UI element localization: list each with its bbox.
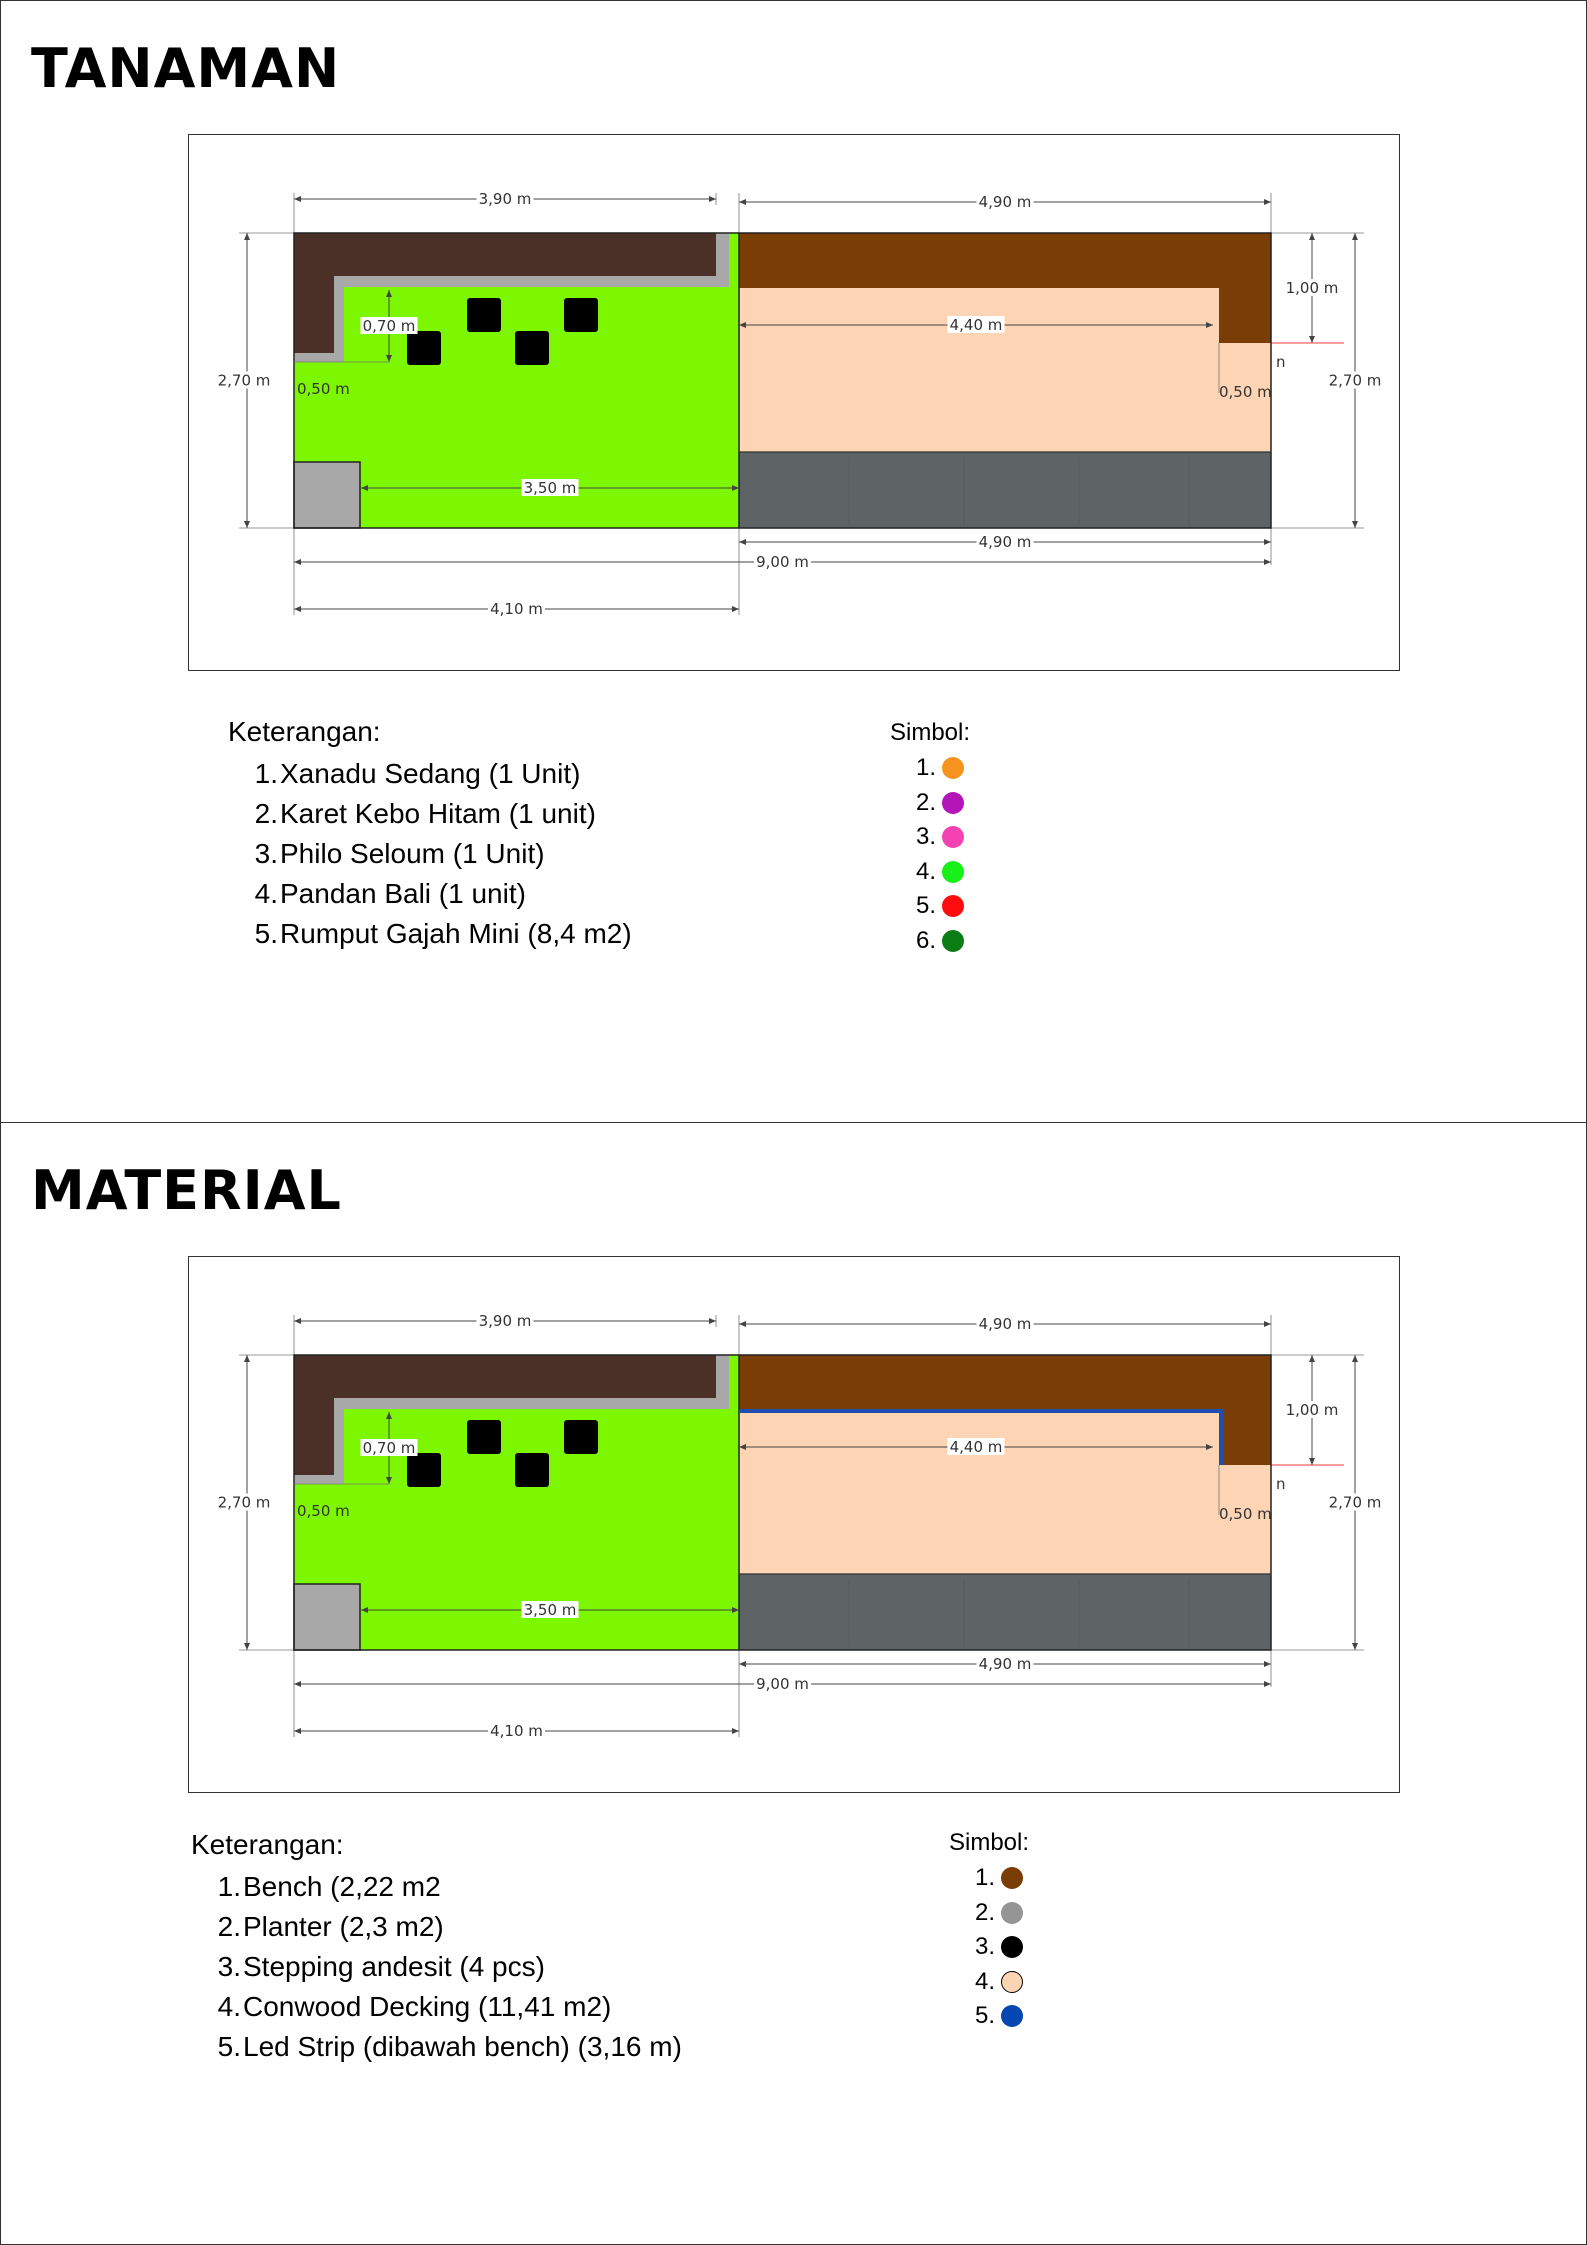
arrowhead: [709, 196, 716, 202]
legend-item: [250, 914, 632, 954]
symbol-item-number: 4.: [915, 857, 936, 885]
dim-grass-width: 3,50 m: [523, 479, 577, 497]
dim-inner-left: 0,50 m: [297, 380, 350, 398]
arrowhead: [294, 559, 301, 565]
arrowhead: [244, 1643, 250, 1650]
symbol-legend: [949, 1829, 1029, 2034]
arrowhead: [1264, 539, 1271, 545]
arrowhead: [244, 1355, 250, 1362]
arrowhead: [1309, 233, 1315, 240]
arrowhead: [1352, 1355, 1358, 1362]
legend-item-number: 3.: [254, 838, 278, 869]
legend-list: [191, 1867, 682, 2067]
legend-item: [213, 1907, 682, 1947]
legend-item-number: 1.: [254, 758, 278, 789]
arrowhead: [1264, 1321, 1271, 1327]
symbol-item: [969, 1930, 1029, 1965]
legend-item-label: Pandan Bali (1 unit): [280, 878, 526, 909]
dim-bottom-left: 4,10 m: [490, 600, 543, 618]
symbol-item-number: 4.: [974, 1967, 995, 1995]
legend-item-label: Bench (2,22 m2: [243, 1871, 441, 1902]
stepping-stone: [467, 298, 501, 332]
arrowhead: [1264, 1681, 1271, 1687]
legend-item-number: 3.: [217, 1951, 241, 1982]
dim-inner-left: 0,50 m: [297, 1502, 350, 1520]
stepping-stone: [467, 1420, 501, 1454]
arrowhead: [294, 1728, 301, 1734]
arrowhead: [1352, 1643, 1358, 1650]
legend-list: [228, 754, 632, 954]
dim-total: 9,00 m: [756, 1675, 809, 1693]
arrowhead: [1264, 559, 1271, 565]
stepping-stone: [564, 1420, 598, 1454]
dim-left: 2,70 m: [217, 1493, 271, 1512]
legend-item-number: 2.: [217, 1911, 241, 1942]
legend-item-number: 1.: [217, 1871, 241, 1902]
arrowhead: [244, 521, 250, 528]
dim-bottom-right: 4,90 m: [978, 533, 1032, 551]
symbol-item-number: 1.: [915, 754, 936, 781]
symbol-dot-icon: [1001, 1867, 1023, 1889]
symbol-dot-icon: [942, 792, 964, 814]
site-plan-frame: [188, 1256, 1400, 1793]
arrowhead: [1309, 336, 1315, 343]
legend-keterangan: [228, 716, 632, 954]
dim-inner-right: 0,50 m: [1219, 383, 1272, 401]
symbol-dot-icon: [1001, 2005, 1023, 2027]
arrowhead: [1264, 1661, 1271, 1667]
dim-deck-width: 4,40 m: [949, 1438, 1003, 1456]
symbol-legend: [890, 719, 970, 958]
symbol-item: [910, 855, 970, 890]
planter-box: [294, 462, 360, 528]
symbol-list: [949, 1861, 1029, 2034]
symbol-list: [890, 751, 970, 958]
arrowhead: [732, 1728, 739, 1734]
symbol-item-number: 6.: [915, 926, 936, 954]
symbol-item-number: 5.: [974, 2002, 995, 2029]
planter-box: [294, 1584, 360, 1650]
red-marker-label: n: [1276, 1475, 1286, 1493]
stepping-stone: [564, 298, 598, 332]
legend-item-number: 2.: [254, 798, 278, 829]
paving-area: [739, 1574, 1271, 1650]
dim-bottom-right: 4,90 m: [978, 1655, 1032, 1673]
arrowhead: [739, 1661, 746, 1667]
symbol-dot-icon: [942, 757, 964, 779]
legend-item: [250, 834, 632, 874]
symbol-item-number: 2.: [915, 788, 936, 816]
legend-keterangan: [191, 1829, 682, 2067]
symbol-item-number: 5.: [915, 892, 936, 919]
legend-item-label: Stepping andesit (4 pcs): [243, 1951, 545, 1982]
deck-area: [739, 1410, 1271, 1574]
dim-top-right: 4,90 m: [978, 1315, 1032, 1333]
symbol-dot-icon: [942, 930, 964, 952]
site-plan-frame: [188, 134, 1400, 671]
red-marker-label: n: [1276, 353, 1286, 371]
legend-item-label: Rumput Gajah Mini (8,4 m2): [280, 918, 632, 949]
arrowhead: [1352, 521, 1358, 528]
stepping-stone: [407, 331, 441, 365]
dim-top-right: 4,90 m: [978, 193, 1032, 211]
site-plan: [189, 1257, 1399, 1792]
dim-right-upper: 1,00 m: [1285, 279, 1339, 297]
symbol-dot-icon: [1001, 1902, 1023, 1924]
arrowhead: [739, 1321, 746, 1327]
arrowhead: [294, 1318, 301, 1324]
symbol-legend-title: Simbol:: [890, 719, 971, 746]
symbol-item: [910, 786, 970, 821]
dim-bottom-left: 4,10 m: [490, 1722, 543, 1740]
arrowhead: [1309, 1458, 1315, 1465]
legend-item-number: 5.: [217, 2031, 241, 2062]
arrowhead: [709, 1318, 716, 1324]
symbol-item-number: 3.: [915, 823, 936, 850]
legend-item: [213, 1987, 682, 2027]
arrowhead: [294, 606, 301, 612]
symbol-item: [969, 1861, 1029, 1896]
legend-title: Keterangan:: [228, 716, 381, 747]
dim-top-left: 3,90 m: [478, 1312, 532, 1330]
arrowhead: [294, 196, 301, 202]
arrowhead: [1352, 233, 1358, 240]
stepping-stone: [407, 1453, 441, 1487]
legend-item-number: 5.: [254, 918, 278, 949]
dim-right: 2,70 m: [1328, 371, 1382, 390]
symbol-item: [910, 751, 970, 786]
symbol-dot-icon: [1001, 1971, 1023, 1993]
legend-title: Keterangan:: [191, 1829, 344, 1860]
legend-item-number: 4.: [217, 1991, 241, 2022]
symbol-item: [910, 889, 970, 924]
dim-inner-vertical: 0,70 m: [362, 317, 416, 335]
legend-item: [213, 2027, 682, 2067]
dim-grass-width: 3,50 m: [523, 1601, 577, 1619]
symbol-item-number: 3.: [974, 1933, 995, 1960]
legend-item: [250, 794, 632, 834]
symbol-item-number: 1.: [974, 1864, 995, 1891]
deck-area: [739, 288, 1271, 452]
arrowhead: [1264, 199, 1271, 205]
dim-right: 2,70 m: [1328, 1493, 1382, 1512]
arrowhead: [294, 1681, 301, 1687]
paving-area: [739, 452, 1271, 528]
legend-item-label: Conwood Decking (11,41 m2): [243, 1991, 612, 2022]
symbol-dot-icon: [942, 826, 964, 848]
arrowhead: [244, 233, 250, 240]
dim-left: 2,70 m: [217, 371, 271, 390]
symbol-legend-title: Simbol:: [949, 1829, 1030, 1856]
symbol-item: [910, 924, 970, 959]
stepping-stone: [515, 1453, 549, 1487]
arrowhead: [739, 199, 746, 205]
symbol-item: [969, 1965, 1029, 2000]
legend-item-label: Philo Seloum (1 Unit): [280, 838, 545, 869]
panel-material: [0, 1122, 1587, 2245]
stepping-stone: [515, 331, 549, 365]
arrowhead: [732, 606, 739, 612]
dim-deck-width: 4,40 m: [949, 316, 1003, 334]
site-plan: [189, 135, 1399, 670]
legend-item-label: Xanadu Sedang (1 Unit): [280, 758, 581, 789]
legend-item-label: Karet Kebo Hitam (1 unit): [280, 798, 596, 829]
legend-item: [250, 754, 632, 794]
legend-item-label: Led Strip (dibawah bench) (3,16 m): [243, 2031, 682, 2062]
dim-inner-right: 0,50 m: [1219, 1505, 1272, 1523]
symbol-dot-icon: [1001, 1936, 1023, 1958]
legend-item-label: Planter (2,3 m2): [243, 1911, 444, 1942]
symbol-item: [969, 1896, 1029, 1931]
panel-title: MATERIAL: [31, 1159, 342, 1222]
symbol-item: [910, 820, 970, 855]
arrowhead: [739, 539, 746, 545]
symbol-item-number: 2.: [974, 1898, 995, 1926]
legend-item: [213, 1867, 682, 1907]
symbol-item: [969, 1999, 1029, 2034]
dim-inner-vertical: 0,70 m: [362, 1439, 416, 1457]
legend-item-number: 4.: [254, 878, 278, 909]
panel-title: TANAMAN: [31, 37, 341, 100]
symbol-dot-icon: [942, 895, 964, 917]
dim-total: 9,00 m: [756, 553, 809, 571]
arrowhead: [1309, 1355, 1315, 1362]
symbol-dot-icon: [942, 861, 964, 883]
legend-item: [250, 874, 632, 914]
legend-item: [213, 1947, 682, 1987]
dim-right-upper: 1,00 m: [1285, 1401, 1339, 1419]
dim-top-left: 3,90 m: [478, 190, 532, 208]
